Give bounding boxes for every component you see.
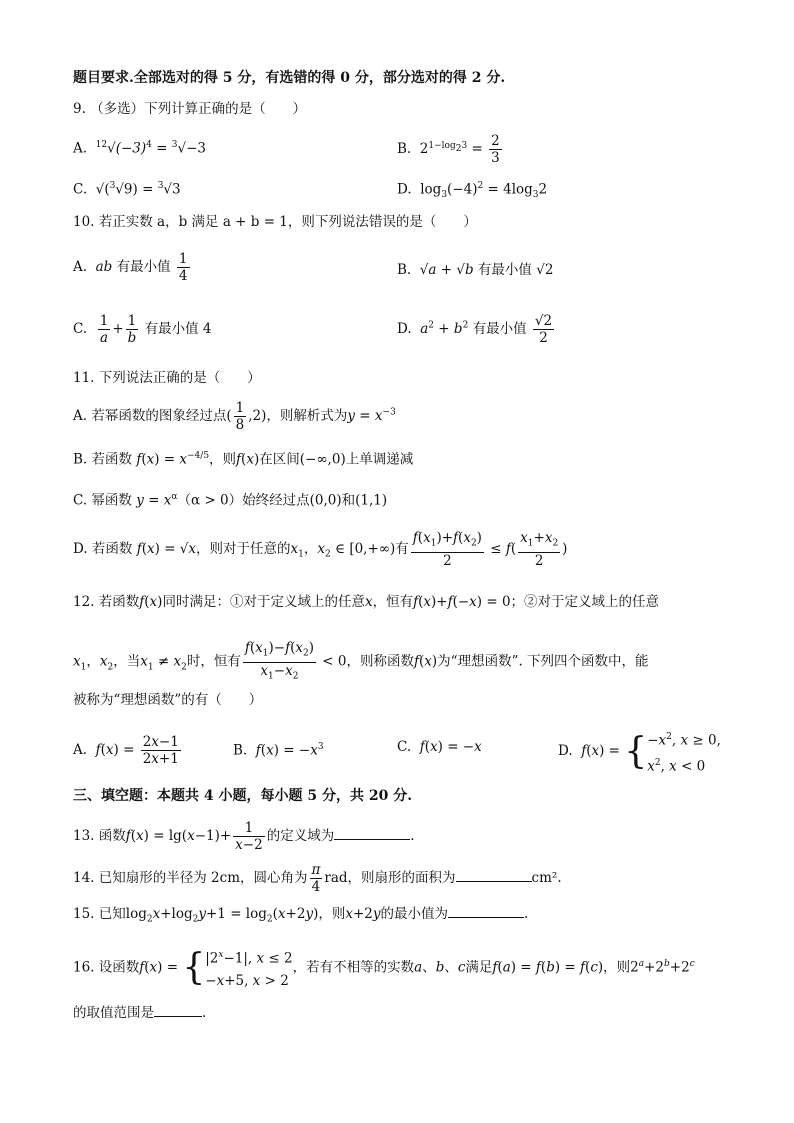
q12-option-b: B. $f(x) = -x^3$ bbox=[233, 742, 324, 759]
q9-option-c: C. √($^3$√9) = $^3$√3 bbox=[73, 181, 181, 198]
q16-tail: 的取值范围是 . bbox=[73, 1002, 206, 1023]
q12-line2: $x_1$，$x_2$，当$x_1 \ne x_2$时，恒有 $\frac{f(x_1)-f(x_2)}{x_1-x_2}$ < 0，则称函数f(x)为“理想函数”. 下列四个函数中，能 bbox=[73, 640, 649, 682]
q9-option-d: D. $\log_3(-4)^2 = 4\log_32$ bbox=[397, 181, 548, 201]
q10-option-b: B. √a + √b 有最小值 √2 bbox=[397, 262, 554, 278]
q15: 15. 已知$\log_2x+\log_2y+1 = \log_2(x+2y)$，则x+2y的最小值为 . bbox=[73, 903, 528, 930]
section2-requirement: 题目要求.全部选对的得 5 分，有选错的得 0 分，部分选对的得 2 分. bbox=[73, 70, 506, 86]
q12-option-d: D. $f(x) = \{-x^2$, x ≥ 0, $x^2$, x < 0 bbox=[558, 730, 721, 774]
q9-option-b: B. $2^{1-log_23}$ = $\frac{2}{3}$ bbox=[397, 133, 500, 166]
q9-stem: 9. （多选）下列计算正确的是（ ） bbox=[73, 101, 307, 117]
q14: 14. 已知扇形的半径为 2cm，圆心角为 $\frac{\pi}{4}$ rad，则扇形的面积为 cm². bbox=[73, 862, 562, 895]
q9-option-a: A. $^{12}√(-3)^4 = ^3√-3$ bbox=[73, 140, 207, 157]
q12-option-c: C. f(x) = −x bbox=[397, 739, 482, 755]
q12-line1: 12. 若函数f(x)同时满足：①对于定义域上的任意x，恒有f(x)+f(−x) = 0；②对于定义域上的任意 bbox=[73, 594, 660, 610]
q11-option-a: A. 若幂函数的图象经过点( $\frac{1}{8}$ ,2)，则解析式为$y = x^{-3}$ bbox=[73, 400, 396, 433]
q12-option-a: A. f(x) = $\frac{2x-1}{2x+1}$ bbox=[73, 734, 179, 767]
q10-option-c: C. $\frac{1}{a}$ + $\frac{1}{b}$ 有最小值 4 bbox=[73, 313, 212, 346]
section3-title: 三、填空题：本题共 4 小题，每小题 5 分，共 20 分. bbox=[73, 788, 413, 804]
q10-option-a: A. ab 有最小值 $\frac{1}{4}$ bbox=[73, 251, 188, 284]
q11-option-b: B. 若函数 $f(x) = x^{-4/5}$，则f(x)在区间(−∞,0)上单调递减 bbox=[73, 451, 414, 468]
q13: 13. 函数f(x) = lg(x−1)+ $\frac{1}{x-2}$ 的定义域为 . bbox=[73, 820, 415, 853]
q12-line3: 被称为“理想函数”的有（ ） bbox=[73, 692, 263, 708]
q10-option-d: D. $a^2 + b^2$ 有最小值 $\frac{√2}{2}$ bbox=[397, 313, 553, 346]
q16: 16. 设函数$f(x) = \{|2^x-1|$, x ≤ 2 −x+5, x > 2，若有不相等的实数a、b、c满足f(a) = f(b) = f(c)，则$2^a+2^b+2^c$ bbox=[73, 946, 695, 989]
q11-option-c: C. 幂函数 $y = x^\alpha(\alpha > 0)$始终经过点(0,0)和(1,1) bbox=[73, 492, 388, 509]
q10-stem: 10. 若正实数 a，b 满足 a + b = 1，则下列说法错误的是（ ） bbox=[73, 214, 477, 230]
q11-option-d: D. 若函数 f(x) = √x，则对于任意的$x_1$，$x_2$ ∈ [0,+∞)有 $\frac{f(x_1)+f(x_2)}{2}$ ≤ f( $\frac{x_1+x_2}{2}$ ) bbox=[73, 530, 568, 569]
q11-stem: 11. 下列说法正确的是（ ） bbox=[73, 370, 261, 386]
